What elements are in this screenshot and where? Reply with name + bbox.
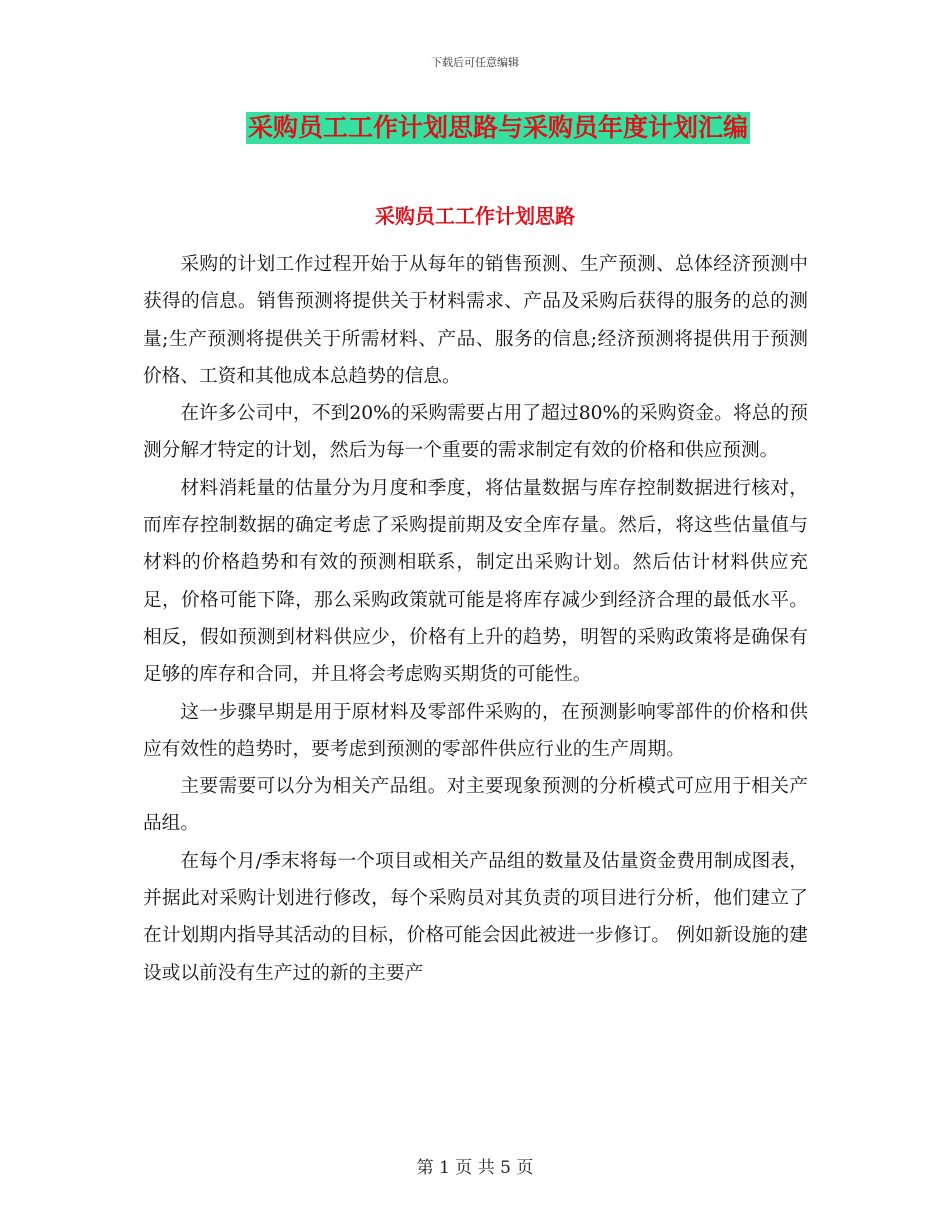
- paragraph: 在许多公司中，不到20%的采购需要占用了超过80%的采购资金。将总的预测分解才特定的计划，然后为每一个重要的需求制定有效的价格和供应预测。: [143, 403, 808, 462]
- paragraph: 材料消耗量的估量分为月度和季度，将估量数据与库存控制数据进行核对，而库存控制数据的确定考虑了采购提前期及安全库存量。然后，将这些估量值与材料的价格趋势和有效的预测相联系，制定出采购计划。然后估计材料供应充足，价格可能下降，那么采购政策就可能是将库存减少到经济合理的最低水平。相反，假如预测到材料供应少，价格有上升的趋势，明智的采购政策将是确保有足够的库存和合同，并且将会考虑购买期货的可能性。: [143, 477, 808, 686]
- page-footer: 第 1 页 共 5 页: [416, 1158, 534, 1178]
- paragraph: 这一步骤早期是用于原材料及零部件采购的，在预测影响零部件的价格和供应有效性的趋势时，要考虑到预测的零部件供应行业的生产周期。: [143, 701, 808, 760]
- document-title: 采购员工工作计划思路与采购员年度计划汇编: [247, 113, 748, 142]
- document-title-block: [0, 112, 950, 144]
- paragraph: 采购的计划工作过程开始于从每年的销售预测、生产预测、总体经济预测中获得的信息。销售预测将提供关于材料需求、产品及采购后获得的服务的总的测量;生产预测将提供关于所需材料、产品、服务的信息;经济预测将提供用于预测价格、工资和其他成本总趋势的信息。: [143, 254, 808, 387]
- section-title: 采购员工工作计划思路: [375, 204, 575, 228]
- paragraph: 在每个月/季末将每一个项目或相关产品组的数量及估量资金费用制成图表，并据此对采购计划进行修改，每个采购员对其负责的项目进行分析，他们建立了在计划期内指导其活动的目标，价格可能会因此被进一步修订。 例如新设施的建设或以前没有生产过的新的主要产: [143, 850, 808, 984]
- paragraph: 主要需要可以分为相关产品组。对主要现象预测的分析模式可应用于相关产品组。: [143, 776, 808, 835]
- header-note: 下载后可任意编辑: [431, 56, 519, 69]
- document-body: [143, 246, 808, 992]
